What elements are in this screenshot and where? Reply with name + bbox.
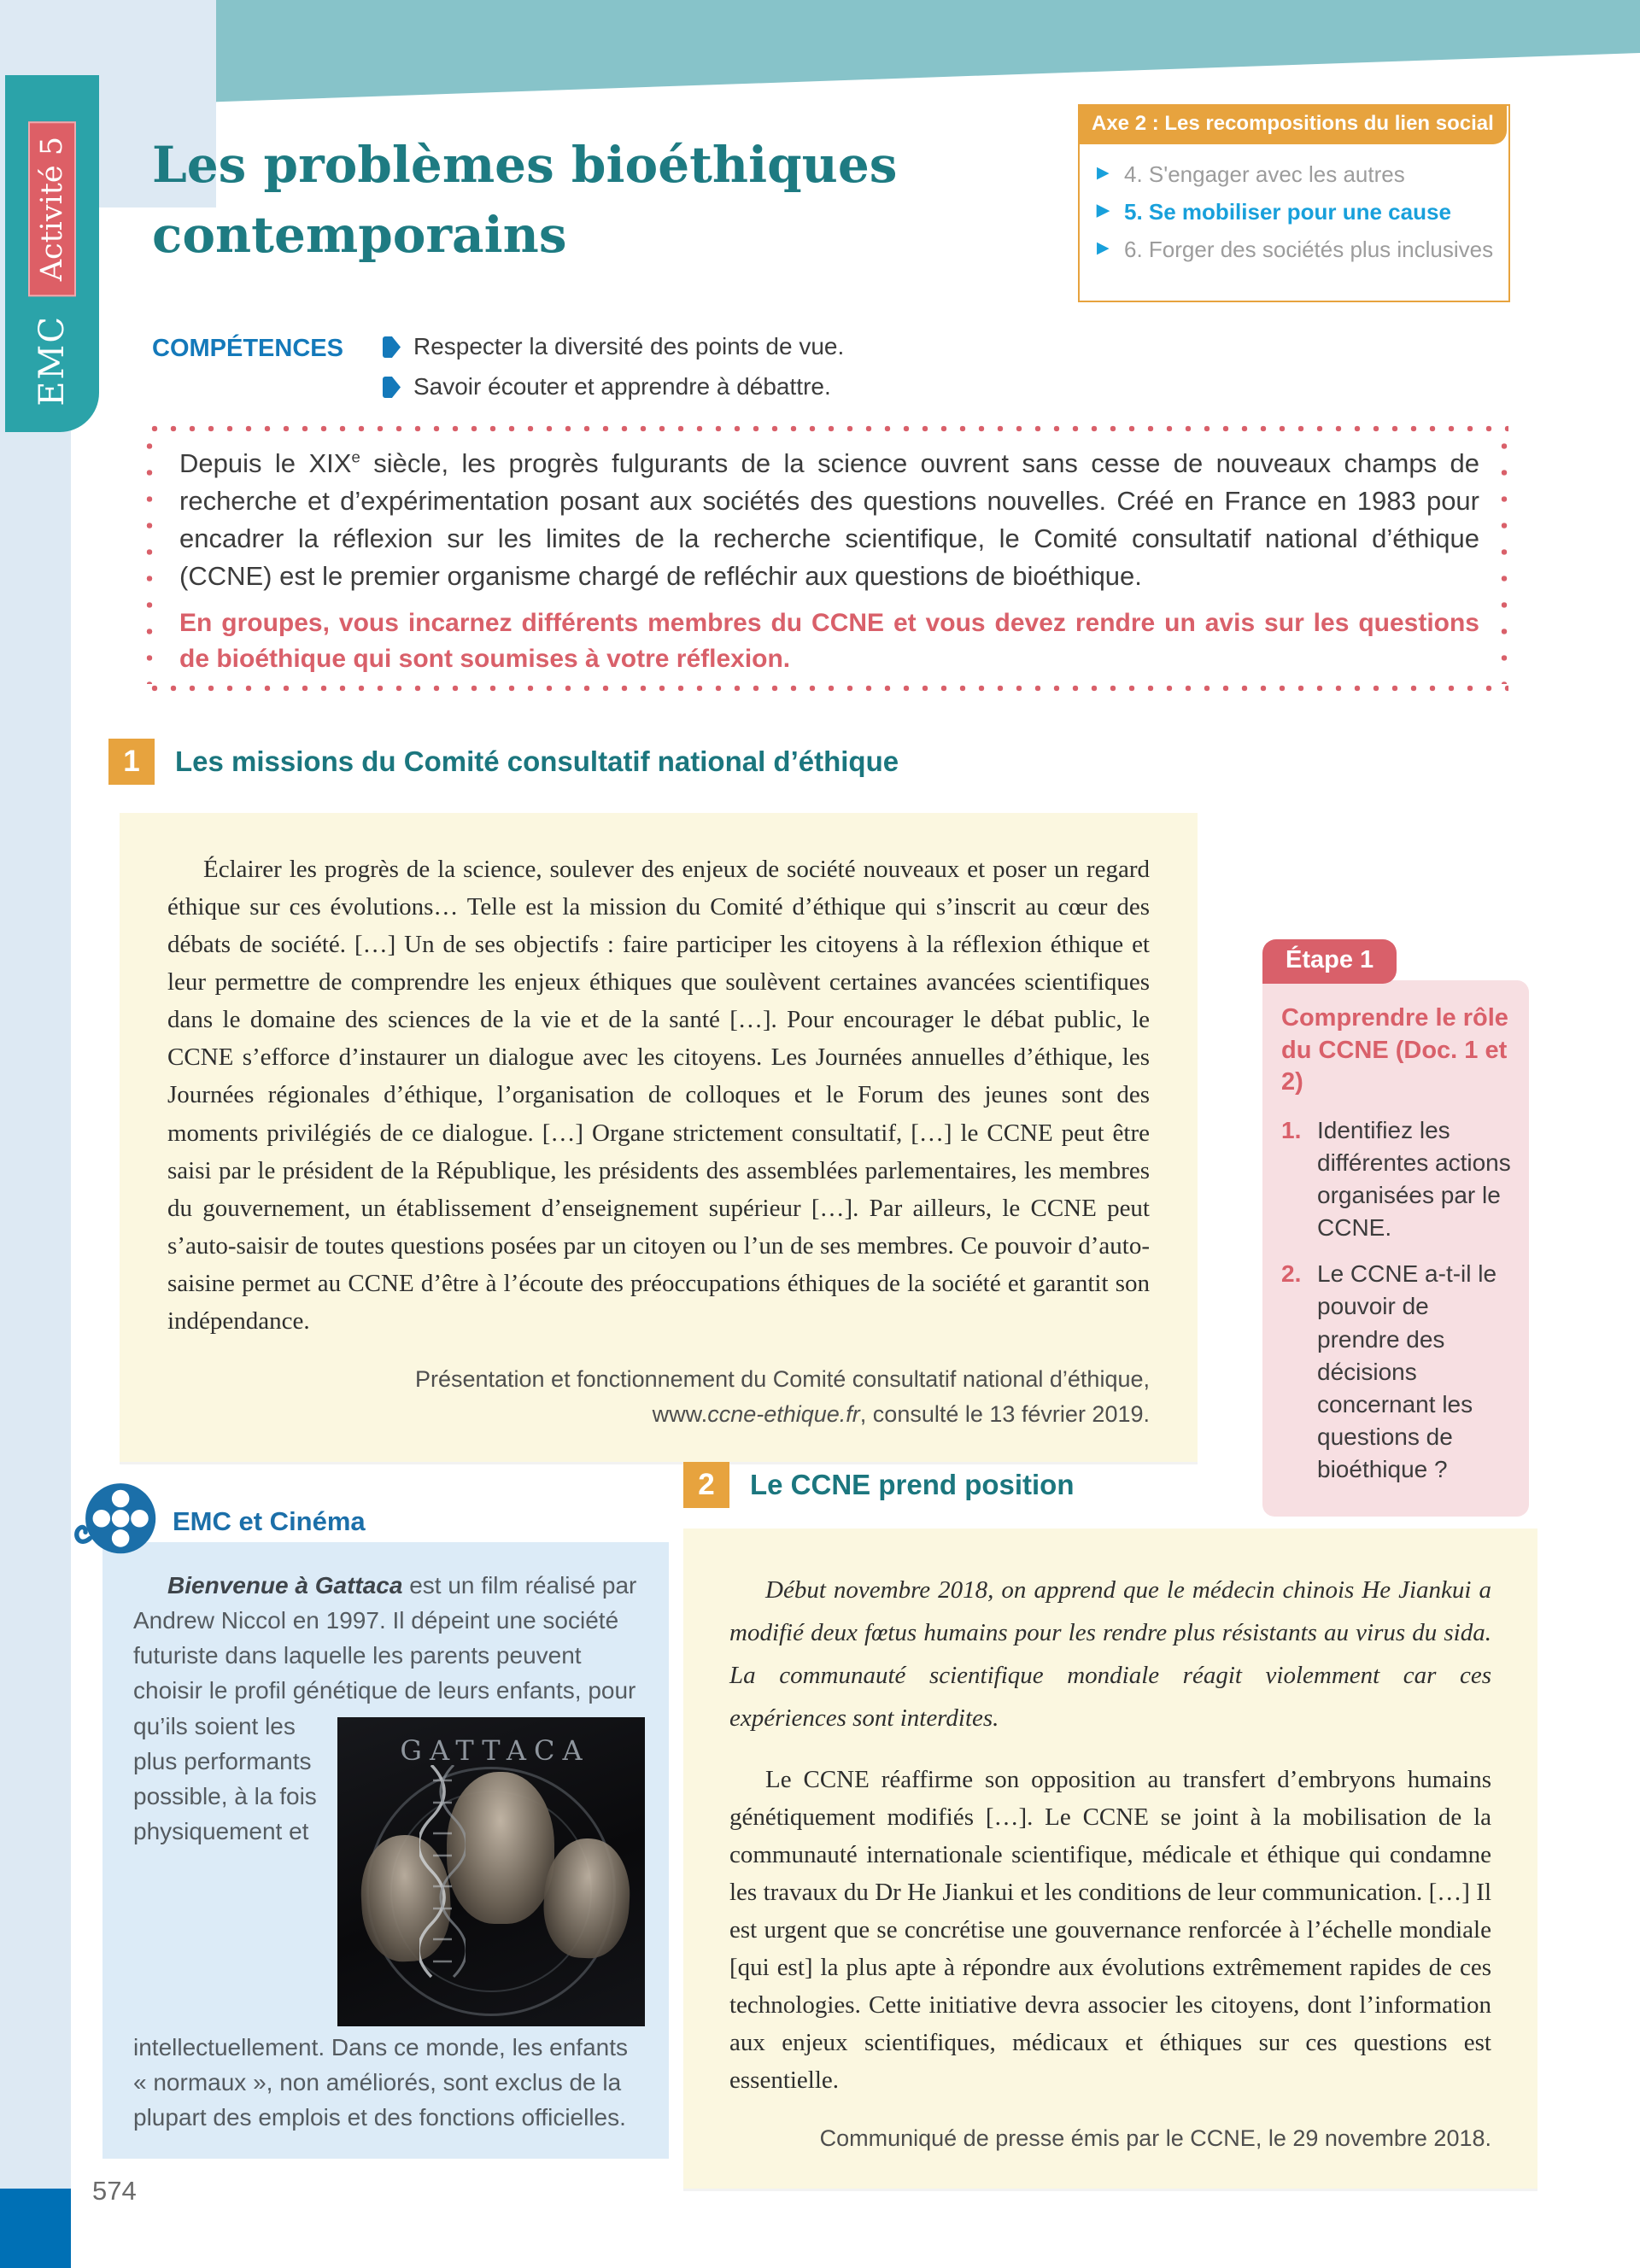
competence-item: Savoir écouter et apprendre à débattre. xyxy=(383,373,844,400)
triangle-bullet-icon: ▶ xyxy=(1097,164,1110,182)
doc2-intro: Début novembre 2018, on apprend que le médecin chinois He Jiankui a modifié deux fœtus humains pour les rendre plus résistants au virus du sida. La communauté scientifique mondiale réagit violemment car ces expériences sont interdites. xyxy=(729,1576,1491,1732)
activity-badge: Activité 5 xyxy=(28,121,76,296)
subject-label: EMC xyxy=(32,315,72,406)
doc2-heading xyxy=(683,1462,1075,1508)
axe-item-list xyxy=(1093,161,1502,272)
axe-item-5-active: ▶ 5. Se mobiliser pour une cause xyxy=(1097,198,1451,225)
doc1-heading xyxy=(108,739,899,785)
doc2-title: Le CCNE prend position xyxy=(750,1469,1075,1500)
triangle-bullet-icon: ▶ xyxy=(1097,238,1110,257)
cinema-body: Bienvenue à Gattaca est un film réalisé par Andrew Niccol en 1997. Il dépeint une société futuriste dans laquelle les parents peuvent choisir le profil génétique de leurs enfants, pour qu’ils soient les GATTACA plus performants possible, à la fois physiquement et intellectuellement. Dans ce monde, les enfants « normaux », non améliorés, sont exclus de la plupart des emplois et des fonctions officielles. xyxy=(133,1568,645,2135)
axe-item-6: ▶ 6. Forger des sociétés plus inclusives xyxy=(1097,236,1494,262)
top-teal-band xyxy=(0,0,1640,111)
source-website: ccne-ethique.fr xyxy=(707,1400,860,1427)
dotted-border-right xyxy=(1500,433,1508,684)
flag-bullet-icon xyxy=(383,336,401,358)
etape-tab: Étape 1 xyxy=(1262,939,1397,984)
dotted-border-left xyxy=(145,433,154,684)
doc1-body: Éclairer les progrès de la science, soulever des enjeux de société nouveaux et poser un regard éthique sur ces évolutions… Telle est la mission du Comité d’éthique qui s’inscrit au cœur des débats de société. […] Un de ses objectifs : faire participer les citoyens à la réflexion éthique et leur permettre de comprendre les enjeux éthiques que soulèvent certaines avancées scientifiques dans le domaine des sciences de la vie et de la santé […]. Pour encourager le débat public, le CCNE s’efforce d’instaurer un dialogue avec les citoyens. Les Journées annuelles d’éthique, les Journées régionales d’éthique, l’organisation de colloques et le Forum des jeunes sont des moments privilégiés de ce dialogue. […] Organe strictement consultatif, […] le CCNE peut être saisi par le président de la République, les présidents des assemblées parlementaires, les membres du gouvernement, un établissement d’enseignement supérieur […]. Par ailleurs, le CCNE peut s’auto-saisir de toutes questions posées par un citoyen ou l’un de ses membres. Ce pouvoir d’auto-saisine permet au CCNE d’être à l’écoute des préoccupations éthiques de la société et garantit son indépendance. xyxy=(167,856,1150,1335)
competences-list xyxy=(383,333,844,413)
cinema-text-box xyxy=(102,1542,669,2159)
doc2-number-badge: 2 xyxy=(683,1462,729,1508)
dna-helix-icon xyxy=(419,1765,466,1979)
dotted-border-bottom xyxy=(145,684,1508,693)
poster-title-text: GATTACA xyxy=(400,1733,590,1767)
bottom-corner-block xyxy=(0,2189,71,2268)
etape-question-1: 1. Identifiez les différentes actions organisées par le CCNE. xyxy=(1281,1114,1512,1244)
etape-question-2: 2. Le CCNE a-t-il le pouvoir de prendre des décisions concernant les questions de bioéthique ? xyxy=(1281,1258,1512,1486)
cinema-section-header xyxy=(72,1479,366,1561)
question-number: 1. xyxy=(1281,1117,1302,1144)
page-number: 574 xyxy=(92,2176,137,2206)
competence-item: Respecter la diversité des points de vue. xyxy=(383,333,844,360)
intro-paragraph: Depuis le XIXe siècle, les progrès fulgurants de la science ouvrent sans cesse de nouveaux champs de recherche et d’expérimentation posant aux sociétés des questions nouvelles. Créé en France en 1983 pour encadrer la réflexion sur les limites de la recherche scientifique, le Comité consultatif national d’éthique (CCNE) est le premier organisme chargé de refléchir aux questions de bioéthique. xyxy=(179,447,1479,592)
doc2-text-box xyxy=(683,1529,1538,2189)
gattaca-poster-image xyxy=(337,1717,645,2026)
film-reel-icon xyxy=(72,1479,157,1561)
intro-task-paragraph: En groupes, vous incarnez différents membres du CCNE et vous devez rendre un avis sur les questions de bioéthique qui sont soumises à votre réflexion. xyxy=(179,609,1479,674)
page-title-line1: Les problèmes bioéthiques xyxy=(152,136,898,194)
triangle-bullet-icon: ▶ xyxy=(1097,201,1110,219)
doc2-source: Communiqué de presse émis par le CCNE, le 29 novembre 2018. xyxy=(819,2125,1491,2152)
doc1-text-box xyxy=(120,813,1198,1462)
superscript-e: e xyxy=(351,447,360,466)
doc1-number-badge: 1 xyxy=(108,739,155,785)
axe-summary-box xyxy=(1078,104,1510,302)
competences-section xyxy=(152,333,844,413)
axe-item-4: ▶ 4. S'engager avec les autres xyxy=(1097,161,1405,187)
doc1-source: Présentation et fonctionnement du Comité consultatif national d’éthique, www.ccne-ethique.fr, consulté le 13 février 2019. xyxy=(414,1366,1150,1427)
page-title-line2: contemporains xyxy=(152,206,567,265)
flag-bullet-icon xyxy=(383,377,401,398)
cinema-title: EMC et Cinéma xyxy=(173,1506,366,1536)
doc1-title: Les missions du Comité consultatif national d’éthique xyxy=(175,745,899,777)
dotted-border-top xyxy=(145,424,1508,433)
doc2-body: Le CCNE réaffirme son opposition au transfert d’embryons humains génétiquement modifiés […]. Le CCNE se joint à la mobilisation de la communauté internationale scientifique, médicale et éthique qui condamne les travaux du Dr He Jiankui et les conditions de leur communication. […] Il est urgent que se concrétise une gouvernance renforcée à l’échelle mondiale [qui est] la plus apte à répondre aux évolutions extrêmement rapides de ces technologies. Cette initiative devra associer les citoyens, dont l’information aux enjeux scientifiques, médicaux et éthiques sur ces questions est essentielle. xyxy=(729,1765,1491,2095)
left-margin-strip xyxy=(0,208,71,2189)
axe-box-header: Axe 2 : Les recompositions du lien social xyxy=(1078,104,1507,144)
intro-content xyxy=(179,445,1479,677)
etape-title: Comprendre le rôle du CCNE (Doc. 1 et 2) xyxy=(1281,1004,1508,1096)
chapter-side-tab xyxy=(5,75,99,432)
etape-question-box xyxy=(1262,980,1529,1517)
film-title: Bienvenue à Gattaca xyxy=(167,1572,403,1599)
question-number: 2. xyxy=(1281,1260,1302,1288)
page-title xyxy=(152,130,897,271)
intro-dotted-box xyxy=(145,424,1508,693)
competences-label: COMPÉTENCES xyxy=(152,335,343,362)
